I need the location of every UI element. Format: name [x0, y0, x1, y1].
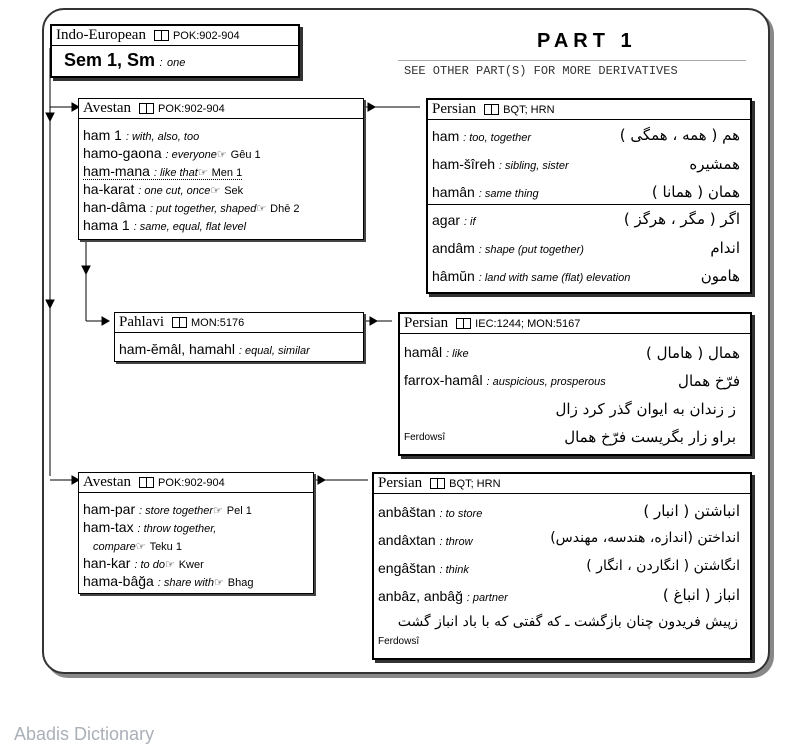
pahlavi-header	[115, 313, 363, 333]
list-item: ham 1 : with, also, too	[83, 127, 200, 143]
persian1-source	[484, 104, 554, 116]
book-icon	[154, 30, 169, 41]
book-icon	[172, 317, 187, 328]
persian-box-2	[398, 312, 752, 456]
avestan1-source	[139, 103, 225, 115]
persian3-header	[374, 474, 750, 494]
pointing-hand-icon: ☞	[210, 185, 221, 197]
poem-author: Ferdowsî	[404, 432, 446, 443]
list-item: farrox-hamâl : auspicious, prosperous	[404, 372, 606, 388]
part-title: PART 1	[537, 30, 637, 52]
list-item: ham-par : store together☞ Pel 1	[83, 501, 252, 517]
avestan1-header	[79, 99, 363, 119]
list-item: andâm : shape (put together)	[432, 240, 584, 256]
list-item: ham-ĕmâl, hamahl : equal, similar	[119, 341, 310, 357]
persian-word: انداختن (اندازه، هندسه، مهندس)	[550, 530, 740, 546]
persian2-lang: Persian	[404, 315, 449, 331]
root-gloss: one	[167, 57, 186, 69]
avestan2-lang: Avestan	[83, 474, 132, 490]
pointing-hand-icon: ☞	[213, 505, 223, 517]
root-header	[52, 26, 298, 46]
book-icon	[139, 103, 154, 114]
persian-word: اگر ( مگر ، هرگز )	[623, 210, 740, 228]
root-entry: Sem 1, Sm : one	[64, 50, 186, 70]
list-item: hamo-gaona : everyone☞ Gêu 1	[83, 145, 261, 161]
persian-word: انباشتن ( انبار )	[643, 502, 740, 520]
poem-line-1: ز زندان به ایوان گذر کرد زال	[555, 400, 736, 418]
list-item: hamâl : like	[404, 344, 469, 360]
root-source-text: POK:902-904	[172, 29, 240, 42]
persian-box-1	[426, 98, 752, 294]
poem-line-2: براو زار بگریست فرّخ همال	[564, 428, 736, 446]
list-item: ham-tax : throw together,	[83, 519, 217, 535]
list-item: hama-bâğa : share with☞ Bhag	[83, 573, 254, 589]
persian-word: انباز ( انباغ )	[662, 586, 740, 604]
pahlavi-source	[172, 317, 244, 329]
poem-line: زپیش فریدون چنان بازگشت ـ که گفتی که با باد انباز گشت	[397, 614, 738, 630]
pointing-hand-icon: ☞	[256, 203, 267, 215]
persian-word: همال ( هامال )	[645, 344, 740, 362]
list-item: hâmŭn : land with same (flat) elevation	[432, 268, 631, 284]
pointing-hand-icon: ☞	[164, 559, 175, 571]
persian-word: همشیره	[689, 155, 740, 173]
list-item: compare☞ Teku 1	[93, 541, 182, 553]
book-icon	[139, 477, 154, 488]
list-item: hama 1 : same, equal, flat level	[83, 217, 247, 233]
list-item: han-dâma : put together, shaped☞ Dhē 2	[83, 199, 300, 215]
root-box	[50, 24, 300, 78]
persian1-header	[428, 100, 750, 120]
root-lang: Indo-European	[56, 27, 146, 43]
list-item: ham-šîreh : sibling, sister	[432, 156, 569, 172]
pahlavi-lang: Pahlavi	[119, 314, 164, 330]
avestan1-source-text: POK:902-904	[158, 102, 225, 115]
book-icon	[484, 104, 499, 115]
pahlavi-box	[114, 312, 364, 362]
avestan1-lang: Avestan	[83, 100, 132, 116]
avestan2-header	[79, 473, 313, 493]
persian1-source-text: BQT; HRN	[503, 103, 555, 116]
persian3-source	[430, 478, 500, 490]
persian2-header	[400, 314, 750, 334]
book-icon	[430, 478, 445, 489]
part-subtitle: SEE OTHER PART(S) FOR MORE DERIVATIVES	[404, 64, 678, 78]
persian2-source	[456, 318, 580, 330]
persian1-lang: Persian	[432, 101, 477, 117]
divider	[428, 204, 750, 205]
book-icon	[456, 318, 471, 329]
persian-word: اندام	[710, 239, 740, 257]
list-item: ha-karat : one cut, once☞ Sek	[83, 181, 244, 197]
part-rule	[398, 60, 746, 61]
persian-word: همان ( همانا )	[651, 183, 740, 201]
pointing-hand-icon: ☞	[197, 167, 208, 179]
avestan-box-1	[78, 98, 364, 240]
persian-word: انگاشتن ( انگاردن ، انگار )	[586, 558, 740, 574]
footer-brand: Abadis Dictionary	[14, 724, 155, 744]
list-item: agar : if	[432, 212, 476, 228]
list-item: engâštan : think	[378, 560, 469, 576]
persian-word: فرّخ همال	[678, 372, 740, 390]
root-source	[154, 30, 240, 42]
poem-author: Ferdowsî	[378, 636, 420, 647]
list-item: anbâz, anbâğ : partner	[378, 588, 508, 604]
persian-word: هم ( همه ، همگی )	[619, 126, 740, 144]
avestan2-source	[139, 477, 225, 489]
list-item: han-kar : to do☞ Kwer	[83, 555, 204, 571]
persian-word: هامون	[700, 267, 740, 285]
persian3-source-text: BQT; HRN	[449, 477, 501, 490]
list-item: ham : too, together	[432, 128, 532, 144]
persian-box-3	[372, 472, 752, 660]
pointing-hand-icon: ☞	[216, 149, 227, 161]
root-word: Sem 1, Sm	[64, 50, 156, 70]
avestan2-source-text: POK:902-904	[158, 476, 225, 489]
persian2-source-text: IEC:1244; MON:5167	[475, 317, 581, 330]
list-item: andâxtan : throw	[378, 532, 473, 548]
pointing-hand-icon: ☞	[135, 541, 146, 553]
persian3-lang: Persian	[378, 475, 423, 491]
pointing-hand-icon: ☞	[213, 577, 224, 589]
avestan-box-2	[78, 472, 314, 594]
list-item: hamân : same thing	[432, 184, 539, 200]
list-item: anbâštan : to store	[378, 504, 483, 520]
pahlavi-source-text: MON:5176	[191, 316, 245, 329]
list-item: ham-mana : like that☞ Men 1	[83, 163, 243, 179]
